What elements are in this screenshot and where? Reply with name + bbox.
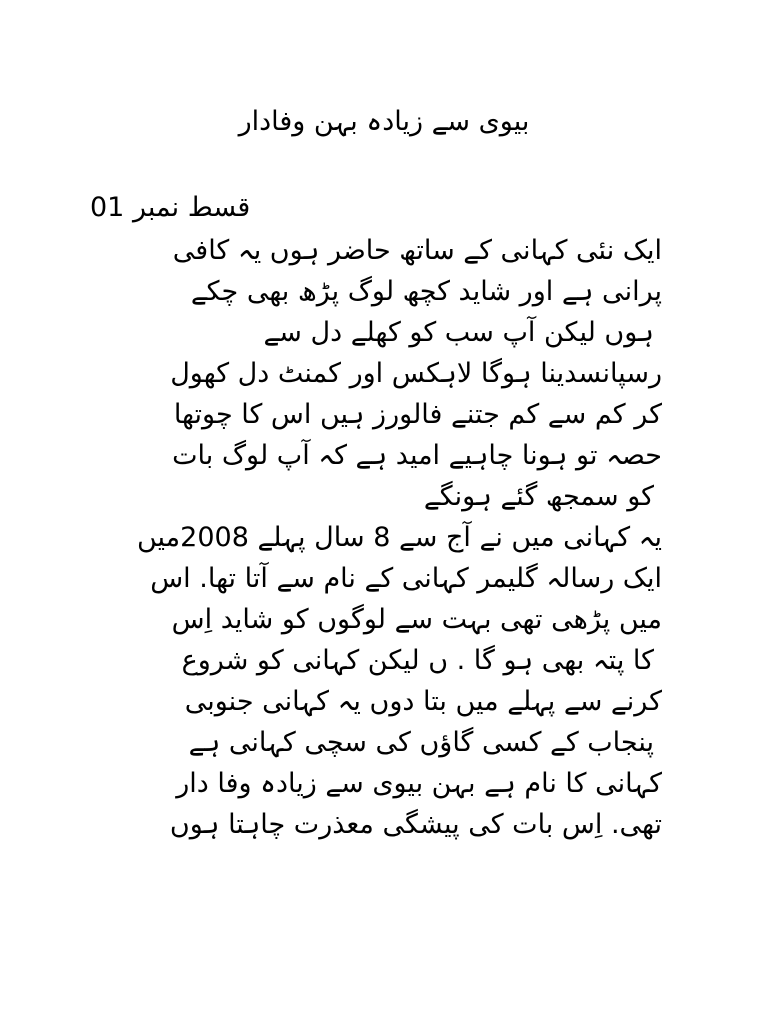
document-title: بیوی سے زیادہ بہن وفادار	[238, 106, 530, 137]
text-line: ایک رسالہ گلیمر کہانی کے نام سے آتا تھا. اس	[150, 563, 662, 594]
text-line: تھی. اِس بات کی پیشگی معذرت چاہتا ہوں	[169, 809, 662, 840]
text-line: پرانی ہے اور شاید کچھ لوگ پڑھ بھی چکے	[190, 276, 662, 307]
text-line: کر کم سے کم جتنے فالورز ہیں اس کا چوتھا	[173, 399, 662, 430]
story-text	[90, 230, 662, 845]
text-line: کا پتہ بھی ہو گا . ں لیکن کہانی کو شروع	[181, 645, 654, 676]
text-line: ایک نئی کہانی کے ساتھ حاضر ہوں یہ کافی	[172, 235, 662, 266]
text-line: یہ کہانی میں نے آج سے 8 سال پہلے 2008میں	[136, 522, 662, 553]
text-line: پنجاب کے کسی گاؤں کی سچی کہانی ہے	[188, 727, 654, 758]
text-line: کہانی کا نام ہے بہن بیوی سے زیادہ وفا دار	[176, 768, 662, 799]
text-line: میں پڑھی تھی بہت سے لوگوں کو شاید اِس	[171, 604, 662, 635]
text-line: کرنے سے پہلے میں بتا دوں یہ کہانی جنوبی	[184, 686, 662, 717]
text-line: ہوں لیکن آپ سب کو کھلے دل سے	[263, 317, 654, 348]
text-line: رسپانسدینا ہوگا لاہکس اور کمنٹ دل کھول	[170, 358, 662, 389]
text-line: کو سمجھ گئے ہونگے	[423, 481, 654, 512]
text-line: حصہ تو ہونا چاہیے امید ہے کہ آپ لوگ بات	[172, 440, 662, 471]
episode-number: قسط نمبر 01	[90, 192, 251, 223]
